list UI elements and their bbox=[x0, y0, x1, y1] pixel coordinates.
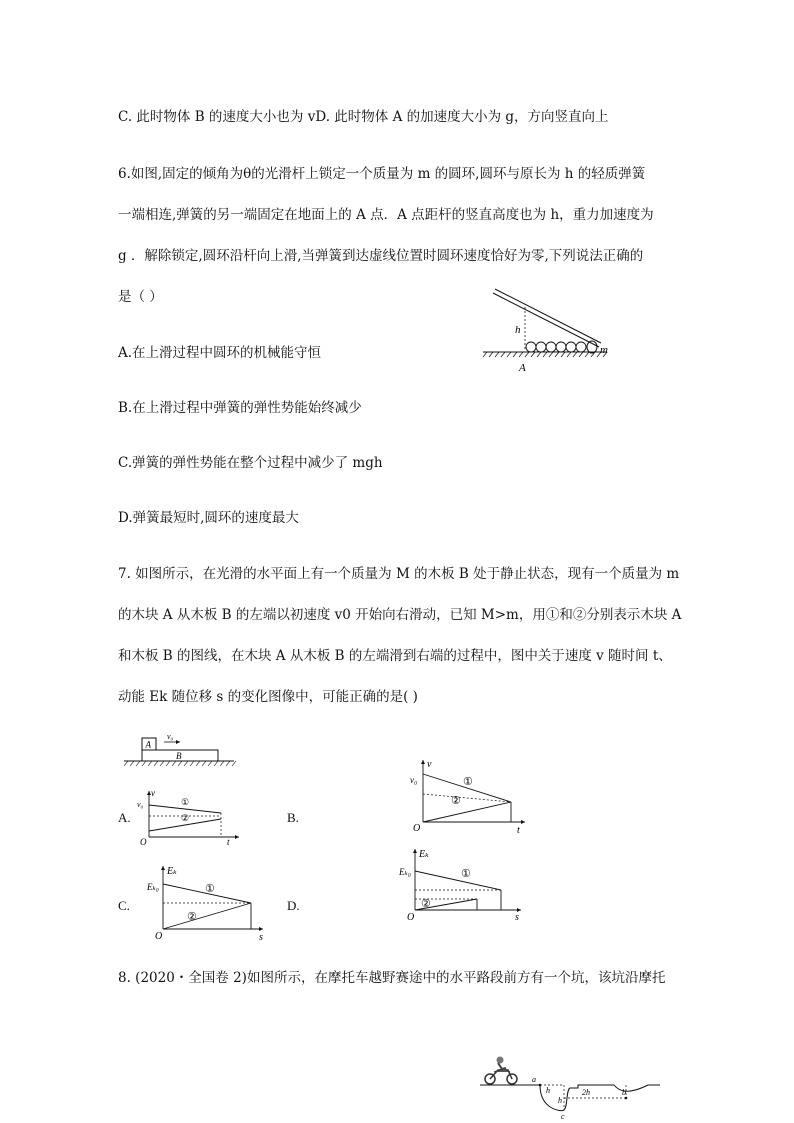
q7-graph-b-yaxis: v bbox=[427, 759, 432, 770]
q6-incline-figure bbox=[475, 285, 625, 375]
q6-stem-line-4: 是（ ） bbox=[118, 289, 163, 305]
q6-label-h: h bbox=[515, 324, 521, 336]
q7-setup-figure bbox=[120, 730, 240, 772]
q6-label-A: A bbox=[519, 362, 526, 374]
q7-graph-b bbox=[395, 755, 535, 835]
q7-graph-d bbox=[397, 845, 532, 923]
q6-stem-line-1: 6.如图,固定的倾角为θ的光滑杆上锁定一个质量为 m 的圆环,圆环与原长为 h 的轻质弹簧 bbox=[118, 166, 646, 182]
q7-graph-a-yaxis: v bbox=[151, 788, 155, 798]
q7-graph-d-line2: ② bbox=[421, 898, 431, 910]
q8-pit-figure bbox=[478, 1050, 663, 1120]
q7-graph-a-line2: ② bbox=[181, 813, 190, 823]
q8-label-2h: 2h bbox=[582, 1088, 590, 1097]
q7-graph-a-xaxis: t bbox=[227, 837, 230, 847]
q7-graph-a bbox=[135, 787, 245, 847]
q7-graph-d-y0: Eₖ₀ bbox=[399, 867, 411, 877]
q7-graph-c bbox=[145, 862, 275, 944]
q7-graph-d-option: D. bbox=[287, 898, 300, 913]
q7-stem-line-4: 动能 Ek 随位移 s 的变化图像中，可能正确的是( ) bbox=[118, 689, 418, 705]
q8-label-a: a bbox=[532, 1075, 536, 1084]
q7-graph-a-y0: v₀ bbox=[137, 800, 144, 809]
q7-graph-d-yaxis: Eₖ bbox=[419, 849, 429, 860]
q7-graph-b-line1: ① bbox=[463, 776, 473, 788]
q7-graph-c-option: C. bbox=[118, 898, 130, 913]
q7-stem-line-1: 7. 如图所示，在光滑的水平面上有一个质量为 M 的木板 B 处于静止状态，现有一个质量为 m bbox=[118, 566, 680, 582]
q7-graph-c-yaxis: Eₖ bbox=[167, 866, 177, 877]
q7-board-B: B bbox=[176, 751, 182, 761]
q6-option-b: B.在上滑过程中弹簧的弹性势能始终减少 bbox=[118, 400, 362, 416]
q8-label-c: c bbox=[561, 1112, 565, 1120]
q7-graph-c-line2: ② bbox=[187, 911, 197, 923]
q7-graph-c-origin: O bbox=[155, 931, 163, 942]
q7-graph-a-line1: ① bbox=[181, 797, 190, 807]
q8-label-h1: h bbox=[546, 1086, 550, 1095]
q8-stem-line-1: 8. (2020・全国卷 2)如图所示，在摩托车越野赛途中的水平路段前方有一个坑，该坑沿摩托 bbox=[118, 970, 666, 986]
q7-graph-b-line2: ② bbox=[451, 795, 461, 807]
q7-graph-c-line1: ① bbox=[205, 883, 215, 895]
q7-block-A: A bbox=[145, 739, 151, 750]
q7-stem-line-3: 和木板 B 的图线，在木块 A 从木板 B 的左端滑到右端的过程中，图中关于速度 v 随时间 t、 bbox=[118, 648, 672, 664]
q7-graph-b-y0: v₀ bbox=[410, 775, 418, 785]
q7-graph-a-option: A. bbox=[118, 810, 131, 825]
motorcycle-icon bbox=[485, 1057, 517, 1085]
q6-stem-line-2: 一端相连,弹簧的另一端固定在地面上的 A 点．A 点距杆的竖直高度也为 h，重力加速度为 bbox=[118, 207, 654, 223]
q7-graph-b-origin: O bbox=[413, 823, 421, 834]
q7-graph-c-y0: Eₖ₀ bbox=[147, 882, 159, 892]
q7-stem-line-2: 的木块 A 从木板 B 的左端以初速度 v0 开始向右滑动，已知 M>m，用①和②分别表示木块 A bbox=[118, 607, 682, 623]
q7-graph-d-origin: O bbox=[407, 912, 415, 923]
q7-graph-b-option: B. bbox=[287, 810, 299, 825]
q7-graph-c-xaxis: s bbox=[259, 932, 263, 943]
q7-graph-b-xaxis: t bbox=[517, 825, 520, 835]
q7-v0-label: v₀ bbox=[167, 732, 174, 741]
q6-option-d: D.弹簧最短时,圆环的速度最大 bbox=[118, 510, 299, 526]
q7-graph-d-xaxis: s bbox=[515, 912, 519, 923]
q7-graph-a-origin: O bbox=[140, 837, 147, 847]
q7-graph-d-line1: ① bbox=[461, 868, 471, 880]
q6-stem-line-3: g ．解除锁定,圆环沿杆向上滑,当弹簧到达虚线位置时圆环速度恰好为零,下列说法正确的 bbox=[118, 248, 644, 264]
q6-label-m: m bbox=[600, 344, 608, 356]
q8-label-b: b bbox=[622, 1088, 626, 1097]
q6-option-c: C.弹簧的弹性势能在整个过程中减少了 mgh bbox=[118, 455, 383, 471]
q5-option-c: C. 此时物体 B 的速度大小也为 vD. 此时物体 A 的加速度大小为 g，方向竖直向上 bbox=[118, 109, 609, 125]
q8-label-h2: h bbox=[558, 1096, 562, 1105]
q6-option-a: A.在上滑过程中圆环的机械能守恒 bbox=[118, 345, 322, 361]
